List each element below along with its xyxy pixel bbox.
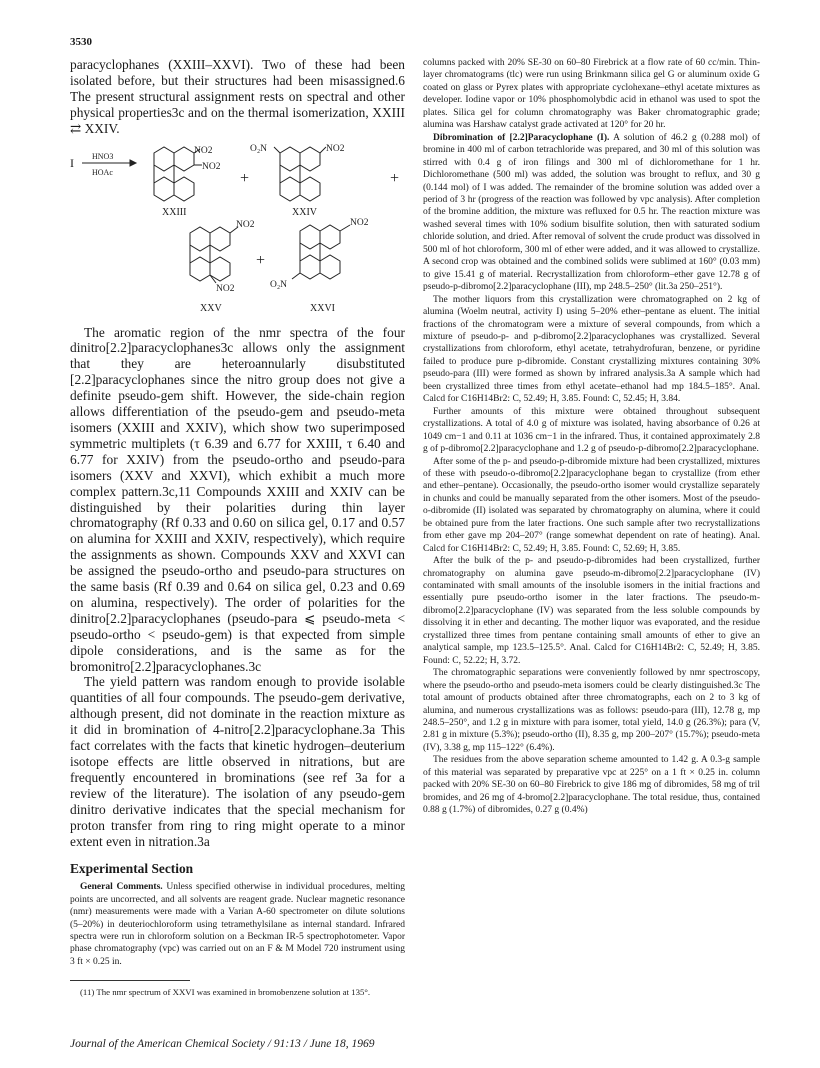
reagent-bottom: HOAc [92, 167, 113, 177]
structure-xxvi [292, 225, 350, 279]
exp-paragraph-4: Further amounts of this mixture were obtained throughout subsequent crystallizations. A total of 4.0 g of mixture was isolated, having absorbance of 0.26 at 1049 cm−1 and 0.11 at 1036 cm−1 in the infrared. Thus, it contained approximately 2.8 g of p-dibromo[2.2]paracyclophane and 1.2 g of pseudo-p-dibromo[2.2]paracyclophane. [423, 406, 760, 455]
dibromination-text: A solution of 46.2 g (0.288 mol) of bromine in 400 ml of carbon tetrachloride was prepared, and 30 ml of this solution was stirred with 0.4 g of iron filings and 300 ml of dichloromethane for 1 hr. Dichloromethane (500 ml) was added, the solution was brought to reflux, and 30 g (0.144 mol) of I was added. The remainder of the bromine solution was added over a period of 3 hr (progress of the reaction was followed by vpc analysis). After completion of the bromine addition, the mixture was refluxed for 0.5 hr. The reaction mixture was washed several times with 10% sodium bisulfite solution, then with saturated sodium chloride solution, and dried. After removal of solvent the crude product was dissolved in 500 ml of hot chloroform, 300 ml of ether were added, and it was allowed to crystallize. A second crop was obtained and the combined solids were sublimed at 160° (0.03 mm) to give 15.41 g of material. Recrystallization from chloroform–ether gave 12.78 g of pseudo-p-dibromo[2.2]paracyclophane (III), mp 248.5–250° (lit.3a 250–251°). [423, 132, 760, 293]
xxvi-no2: NO2 [350, 217, 369, 228]
page-number: 3530 [70, 36, 92, 48]
exp-paragraph-7: The chromatographic separations were conveniently followed by nmr spectroscopy, where the pseudo-ortho and pseudo-meta isomers could be clearly distinguished.3c The total amount of products obtained after three chromatographs, each on 2 to 3 kg of alumina, and numerous crystallizations was as follows: pseudo-para (III), 12.78 g, mp 248.5–250°, and 1.2 g in mixture with para isomer, total yield, 14.0 g (26.3%); para (V, 2.81 g in mixture (5.3%); pseudo-ortho (II), 8.35 g, mp 200–207° (15.7%); pseudo-meta (IV), 3.38 g, mp 115–122° (6.4%). [423, 668, 760, 753]
xxiii-no2-b: NO2 [202, 161, 221, 172]
reagent-top: HNO3 [92, 151, 114, 161]
xxiii-no2-a: NO2 [194, 145, 213, 156]
xxvi-o2n: O₂N [270, 279, 288, 290]
label-xxiii: XXIII [162, 206, 187, 218]
section-title: Experimental Section [70, 861, 194, 877]
right-column [423, 57, 760, 817]
xxv-no2-b: NO2 [216, 283, 235, 294]
exp-paragraph-5: After some of the p- and pseudo-p-dibromide mixture had been crystallized, mixtures of these with pseudo-o-dibromo[2.2]paracyclophane began to crystallize (from ether and ether–pentane). Occasionally, the pseudo-ortho isomer would crystallize separately in chunks and could be manually separated from the other isomers. Most of the pseudo-o-dibromide (II) isolated was separated by chromatography on alumina, where it could be obtained pure from the later fractions. One such sample after two recrystallizations from ether gave mp 204–207° (range somewhat dependent on rate of heating). Anal. Calcd for C16H14Br2: C, 52.49; H, 3.85. Found: C, 52.69; H, 3.85. [423, 456, 760, 554]
exp-paragraph-3: The mother liquors from this crystallization were chromatographed on 2 kg of alumina (Woelm neutral, activity I) using 5–20% ether–pentane as eluent. The initial fractions of the chromatogram were a mixture of several compounds, from which a mixture of pseudo-p- and p-dibromo[2.2]paracyclophanes was crystallized. Several crystallizations from chloroform, ethyl acetate, tetrahydrofuran, benzene, or pyridine failed to produce pure p-dibromide. Constant crystallizing mixtures containing 30% pseudo-para (III) were formed as shown by infrared analysis.3a A sample which had been crystallized three times from ethyl acetate–ethanol had mp 184.5–185°. Anal. Calcd for C16H14Br2: C, 52.49; H, 3.85. Found: C, 52.45; H, 3.84. [423, 294, 760, 405]
structure-xxiv [274, 147, 326, 201]
exp-paragraph-1: columns packed with 20% SE-30 on 60–80 Firebrick at a flow rate of 60 cc/min. Thin-layer chromatograms (tlc) were run using Brinkmann silica gel G or aluminum oxide G coated on glass or Pyrex plates with appropriate cyclohexane–ethyl acetate mixtures as developer. Iodine vapor or 10% phosphomolybdic acid in ethanol was used to spot the plates. Silica gel for column chromatography was Baker chromatographic grade; alumina was Harshaw catalyst grade activated at 120° for 20 hr. [423, 58, 760, 131]
arrow-head [130, 160, 136, 166]
journal-footer: Journal of the American Chemical Society / 91:13 / June 18, 1969 [70, 1038, 375, 1050]
nitration-scheme [70, 141, 405, 319]
footnote-11: (11) The nmr spectrum of XXVI was examined in bromobenzene solution at 135°. [80, 987, 371, 998]
general-comments-text: Unless specified otherwise in individual procedures, melting points are uncorrected, and all solvents are reagent grade. Nuclear magnetic resonance (nmr) measurements were made with a Varian A-60 spectrometer on dilute solutions (5–20%) in deuteriochloroform using tetramethylsilane as internal standard. Infrared spectra were run in chloroform solution on a Beckman IR-5 spectrophotometer. Vapor phase chromatography (vpc) was carried out on an F & M Model 720 instrument using 3 ft × 0.25 in. [70, 882, 405, 967]
label-xxv: XXV [200, 302, 222, 314]
plus-sign-2: + [390, 169, 400, 187]
exp-paragraph-6: After the bulk of the p- and pseudo-p-dibromides had been crystallized, further chromatography on alumina gave pseudo-m-dibromo[2.2]paracyclophane (IV) contaminated with small amounts of the insoluble isomers in the initial fractions and essentially pure pseudo-ortho isomer in the later fractions. The pseudo-m-dibromo[2.2]paracyclophane (IV) was separated from the less soluble compounds by dissolving it in ether and decanting. The mother liquor was evaporated, and the residue crystallized three times from pentane containing small amounts of ether to give an analytical sample, mp 123.5–125.5°. Anal. Calcd for C16H14Br2: C, 52.49; H, 3.85. Found: C, 52.22; H, 3.72. [423, 556, 760, 666]
scheme-svg [70, 141, 405, 319]
xxiv-o2n: O₂N [250, 143, 268, 154]
dibromination-title: Dibromination of [2.2]Paracyclophane (I). [433, 132, 610, 143]
label-xxiv: XXIV [292, 206, 317, 218]
footnote-rule [70, 980, 190, 981]
exp-paragraph-8: The residues from the above separation scheme amounted to 1.42 g. A 0.3-g sample of this material was separated by preparative vpc at 225° on a 1 ft × 0.25 in. column packed with 20% SE-30 on 60–80 Firebrick to give 186 mg of dibromides, 58 mg of tril bromides, and 26 mg of 4-bromo[2.2]paracyclophane. The total residue, thus, contained 0.88 g (1.7%) of dibromides, 0.27 g (0.4%) [423, 755, 760, 816]
nmr-paragraph: The aromatic region of the nmr spectra of the four dinitro[2.2]paracyclophanes3c allows only the assignment that they are heteroannularly disubstituted [2.2]paracyclophanes since the nitro group does not give a definite pseudo-gem shift. However, the side-chain region allows differentiation of the pseudo-gem and pseudo-meta isomers (XXIII and XXIV), which show two superimposed symmetric multiplets (τ 6.39 and 6.77 for XXIII, τ 6.40 and 6.77 for XXIV) from the pseudo-ortho and pseudo-para isomers (XXV and XXVI), which exhibit a much more complex pattern.3c,11 Compounds XXIII and XXIV can be distinguished by their polarities during thin layer chromatography (Rf 0.33 and 0.60 on silica gel, 0.17 and 0.57 on alumina for XXIII and XXIV, respectively), which require the assignments as shown. Compounds XXV and XXVI can be assigned the pseudo-ortho and pseudo-para structures on the same basis (Rf 0.39 and 0.64 on silica gel, 0.23 and 0.69 on alumina, respectively). The order of polarities for the dinitro[2.2]paracyclophanes (pseudo-para ⩽ pseudo-meta < pseudo-ortho < pseudo-gem) is that expected from simple dipole considerations, and is the same as for the bromonitro[2.2]paracyclophanes.3c [70, 324, 405, 674]
label-xxvi: XXVI [310, 302, 335, 314]
exp-paragraph-2 [423, 132, 760, 294]
left-column [70, 57, 405, 999]
general-comments [70, 881, 405, 968]
plus-sign-3: + [256, 251, 266, 269]
intro-paragraph: paracyclophanes (XXIII–XXVI). Two of these had been isolated before, but their structures had been misassigned.6 The present structural assignment rests on spectral and other physical properties3c and on the thermal isomerization, XXIII ⇄ XXIV. [70, 57, 405, 136]
yield-paragraph: The yield pattern was random enough to provide isolable quantities of all four compounds. The pseudo-gem derivative, although present, did not dominate in the reaction mixture as it did in bromination of 4-nitro[2.2]paracyclophane.3a This fact correlates with the facts that kinetic hydrogen–deuterium isotope effects are little observed in nitrations, but are frequently encountered in brominations (see ref 3a for a review of the literature). The isolation of any pseudo-gem dinitro derivative indicates that the special mechanism for proton transfer from ring to ring might operate to a minor extent even in nitration.3a [70, 674, 405, 849]
structure-xxv [190, 227, 238, 283]
xxv-no2-a: NO2 [236, 219, 255, 230]
reactant-label: I [70, 155, 74, 170]
plus-sign-1: + [240, 169, 250, 187]
xxiv-no2: NO2 [326, 143, 345, 154]
general-comments-label: General Comments. [80, 882, 163, 893]
